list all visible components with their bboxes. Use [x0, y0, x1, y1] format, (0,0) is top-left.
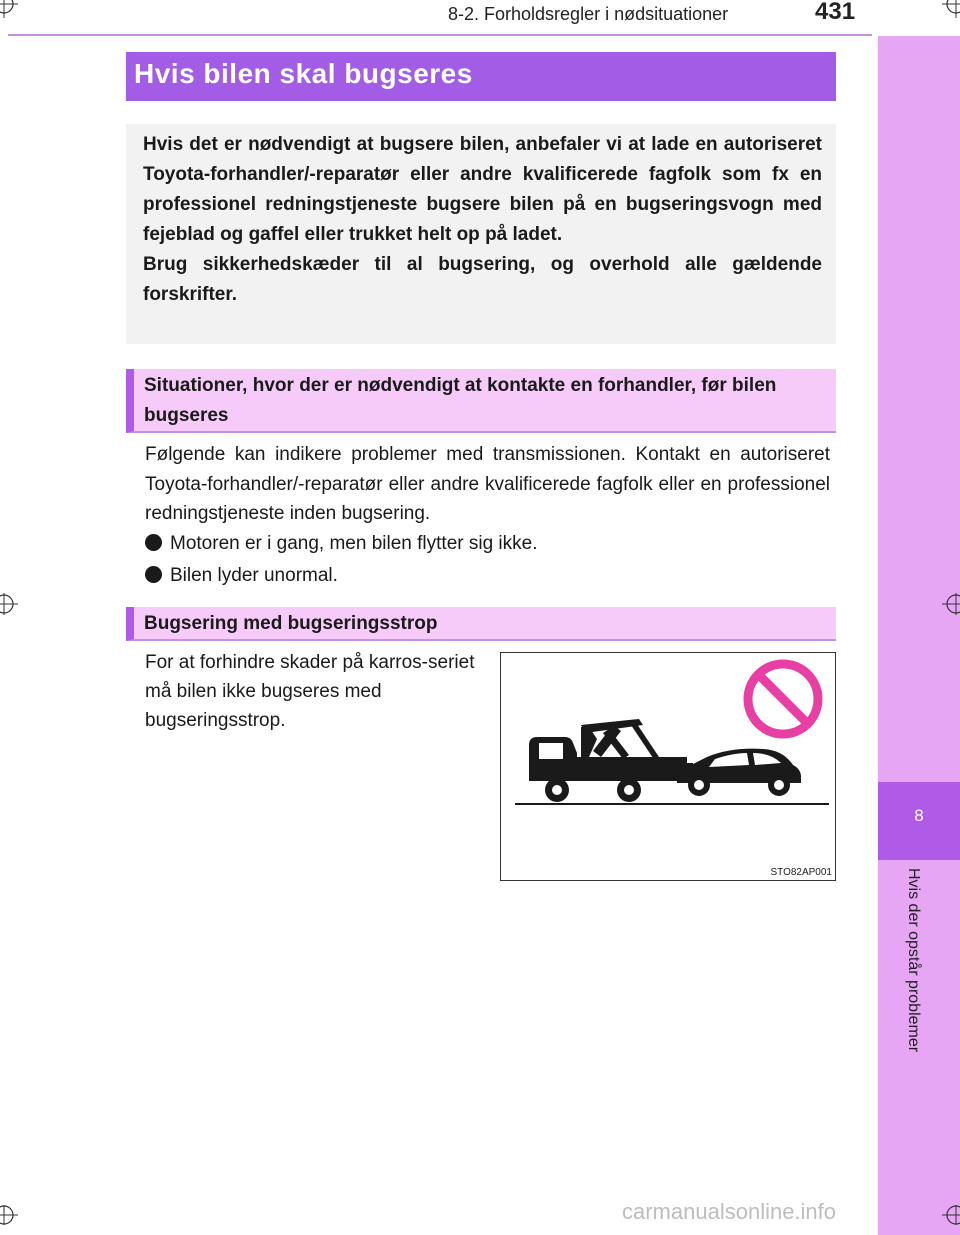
figure-code: STO82AP001 — [770, 867, 832, 878]
intro-text-2: Brug sikkerhedskæder til al bugsering, og overhold alle gældende forskrifter. — [143, 254, 822, 305]
paragraph-transmission: Følgende kan indikere problemer med transmissionen. Kontakt en autoriseret Toyota-forhandler/-reparatør eller andre kvalificerede fagfolk eller en professionel redningstjeneste inden bugsering. — [145, 444, 830, 524]
subheading-tow-strap — [126, 607, 836, 641]
bullet-icon — [145, 566, 162, 583]
chapter-number: 8 — [914, 806, 924, 825]
prohibition-icon — [748, 664, 818, 734]
page-title: Hvis bilen skal bugseres — [134, 58, 473, 89]
subheading-dealer-contact — [126, 369, 836, 433]
subheading-1-text: Situationer, hvor der er nødvendigt at kontakte en forhandler, før bilen bugseres — [144, 375, 777, 426]
list-item — [145, 561, 830, 590]
car-icon — [677, 749, 801, 796]
chapter-tab[interactable] — [878, 782, 960, 860]
tow-truck-icon — [529, 719, 693, 802]
page-number: 431 — [815, 0, 856, 25]
bullet-icon — [145, 534, 162, 551]
header-rule — [8, 34, 872, 36]
paragraph-tow-strap: For at forhindre skader på karros-seriet må bilen ikke bugseres med bugseringsstrop. — [145, 652, 475, 731]
watermark: carmanualsonline.info — [622, 1199, 837, 1224]
registration-mark-icon — [0, 0, 20, 20]
list-item — [145, 529, 830, 558]
intro-box — [126, 124, 836, 344]
registration-mark-icon — [940, 1205, 960, 1225]
chapter-title: Hvis der opstår problemer — [905, 868, 922, 1053]
section-title-bar — [126, 52, 836, 101]
registration-mark-icon — [940, 593, 960, 615]
registration-mark-icon — [940, 0, 960, 20]
header-section-ref: 8-2. Forholdsregler i nødsituationer — [448, 4, 729, 24]
subheading-2-text: Bugsering med bugseringsstrop — [144, 613, 438, 634]
list-item-text: Motoren er i gang, men bilen flytter sig ikke. — [170, 533, 538, 554]
registration-mark-icon — [0, 1205, 20, 1225]
registration-mark-icon — [0, 593, 20, 615]
intro-text: Hvis det er nødvendigt at bugsere bilen, anbefaler vi at lade en autoriseret Toyota-forhandler/-reparatør eller andre kvalificerede fagfolk som fx en professionel redningstjeneste bugsere bilen på en bugseringsvogn med fejeblad og gaffel eller trukket helt op på ladet. — [143, 134, 822, 245]
list-item-text: Bilen lyder unormal. — [170, 565, 338, 586]
towing-illustration — [500, 652, 836, 881]
